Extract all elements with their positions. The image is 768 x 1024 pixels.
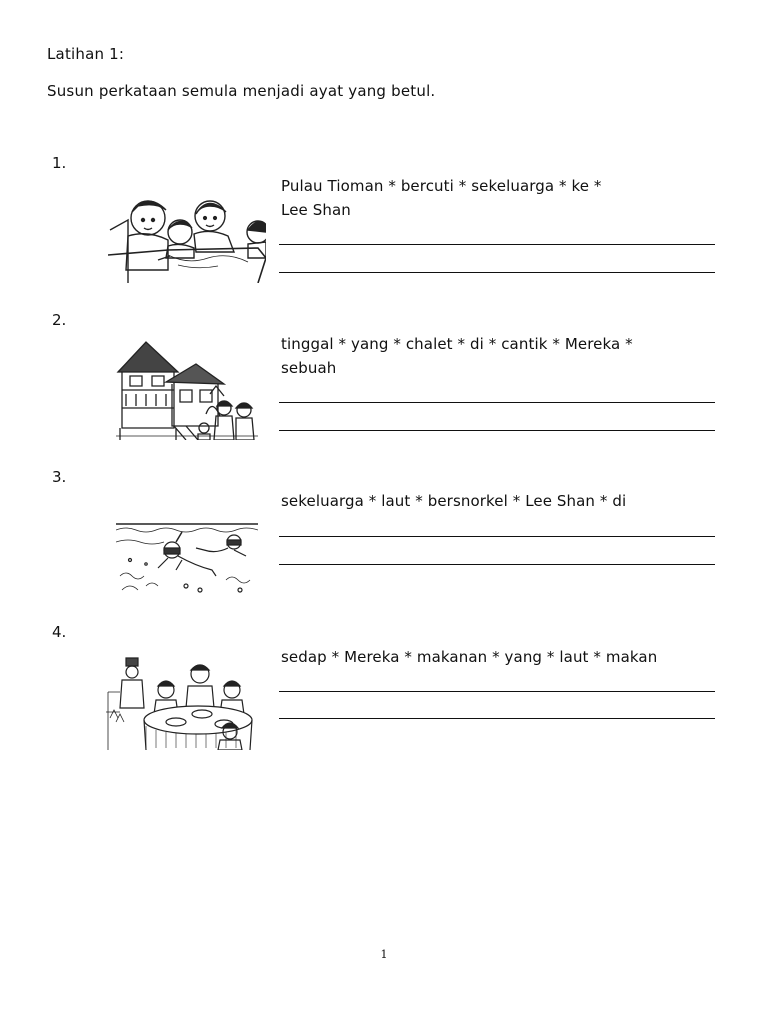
question-4-answer-line-1[interactable] — [279, 691, 715, 692]
question-1-number: 1. — [52, 154, 67, 172]
question-1-words — [281, 174, 721, 222]
snorkeling-illustration — [116, 520, 258, 596]
question-1-answer-line-2[interactable] — [279, 272, 715, 273]
chalet-house-illustration — [116, 328, 258, 440]
family-dinner-illustration — [106, 652, 254, 750]
question-4-number: 4. — [52, 623, 67, 641]
question-3-words — [281, 489, 721, 513]
exercise-title: Latihan 1: — [47, 45, 125, 63]
question-3-words-line-1: sekeluarga * laut * bersnorkel * Lee Shan * di — [281, 492, 627, 510]
question-1-answer-line-1[interactable] — [279, 244, 715, 245]
question-2-answer-line-2[interactable] — [279, 430, 715, 431]
question-4-words — [281, 645, 721, 669]
question-3-answer-line-2[interactable] — [279, 564, 715, 565]
question-2-words-line-2: sebuah — [281, 359, 337, 377]
question-2-answer-line-1[interactable] — [279, 402, 715, 403]
question-1-words-line-2: Lee Shan — [281, 201, 351, 219]
question-4-answer-line-2[interactable] — [279, 718, 715, 719]
question-3-number: 3. — [52, 468, 67, 486]
question-2-words — [281, 332, 721, 380]
question-2-words-line-1: tinggal * yang * chalet * di * cantik * Mereka * — [281, 335, 633, 353]
question-3-answer-line-1[interactable] — [279, 536, 715, 537]
question-1-words-line-1: Pulau Tioman * bercuti * sekeluarga * ke * — [281, 177, 602, 195]
question-2-number: 2. — [52, 311, 67, 329]
page-number: 1 — [380, 948, 388, 961]
exercise-instruction: Susun perkataan semula menjadi ayat yang betul. — [47, 82, 436, 100]
question-4-words-line-1: sedap * Mereka * makanan * yang * laut * makan — [281, 648, 658, 666]
family-looking-at-map-illustration — [108, 170, 266, 283]
